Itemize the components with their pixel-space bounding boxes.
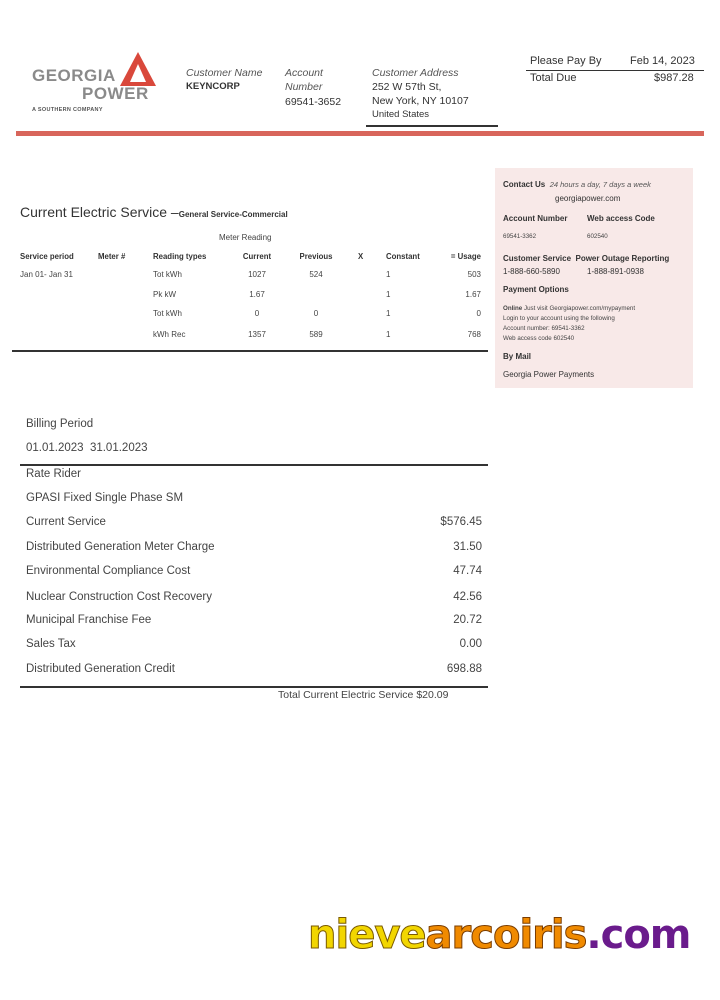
payment-options-label: Payment Options: [503, 285, 569, 294]
service-column-header: Previous: [299, 252, 333, 261]
service-cell-constant: 1: [386, 309, 391, 318]
website-link[interactable]: georgiapower.com: [555, 194, 621, 203]
account-label-2: Number: [285, 81, 323, 93]
service-cell-type: Pk kW: [153, 290, 177, 299]
service-subtitle: General Service-Commercial: [178, 210, 288, 219]
billing-item-amount: 20.72: [453, 614, 482, 626]
address-line2: New York, NY 10107: [372, 95, 469, 107]
watermark-part1: nieve: [308, 912, 426, 958]
service-cell-usage: 1.67: [465, 290, 481, 299]
contact-label: Contact Us: [503, 180, 546, 189]
service-column-header: = Usage: [450, 252, 481, 261]
service-cell-previous: 589: [309, 330, 323, 339]
billing-total-label: Total Current Electric Service: [278, 689, 414, 701]
online-line1: Just visit Georgiapower.com/mypayment: [524, 305, 636, 312]
mail-to: Georgia Power Payments: [503, 370, 595, 379]
billing-item-label: Nuclear Construction Cost Recovery: [26, 591, 212, 603]
service-column-header: Constant: [386, 252, 420, 261]
service-cell-usage: 0: [476, 309, 481, 318]
online-label: Online: [503, 305, 523, 312]
georgia-power-logo: [30, 52, 160, 116]
account-number: 69541-3652: [285, 96, 342, 108]
service-cell-type: Tot kWh: [153, 309, 182, 318]
address-line1: 252 W 57th St,: [372, 81, 442, 93]
service-column-header: Current: [242, 252, 272, 261]
logo-word-georgia: GEORGIA: [32, 66, 116, 85]
web-access-label: Web access Code: [587, 214, 655, 223]
account-label-1: Account: [285, 67, 323, 79]
outage-label: Power Outage Reporting: [575, 254, 670, 263]
billing-item-label: Sales Tax: [26, 638, 76, 650]
billing-item-amount: $576.45: [440, 516, 482, 528]
watermark: [308, 912, 690, 958]
service-cell-previous: 0: [313, 309, 319, 318]
billing-total-rule: [20, 686, 488, 688]
by-mail-label: By Mail: [503, 352, 532, 361]
header-red-rule: [16, 131, 704, 136]
total-due-label: Total Due: [530, 72, 577, 84]
contact-sidebar: [495, 168, 693, 388]
address-label: Customer Address: [372, 67, 459, 79]
customer-name-label: Customer Name: [186, 67, 263, 79]
billing-item-amount: 698.88: [446, 663, 482, 675]
service-column-header: Reading types: [153, 252, 207, 261]
address-line3: United States: [372, 109, 430, 120]
account-number-label: Account Number: [503, 214, 568, 223]
rate-rider-label: Rate Rider: [26, 468, 81, 480]
logo-triangle-icon: [116, 52, 156, 88]
service-title-main: Current Electric Service –: [20, 204, 179, 220]
online-line3: Account number: 69541-3362: [503, 325, 585, 332]
billing-period-rule: [20, 464, 488, 466]
watermark-part2: arcoiris: [425, 912, 587, 958]
online-line2: Login to your account using the following: [503, 315, 615, 322]
billing-total-amount: $20.09: [416, 689, 449, 701]
pay-by-date: Feb 14, 2023: [630, 55, 695, 67]
service-column-header: X: [358, 252, 364, 261]
billing-period: 01.01.2023 31.01.2023: [26, 442, 148, 454]
billing-item-label: Distributed Generation Meter Charge: [26, 541, 215, 553]
billing-period-label: Billing Period: [26, 418, 94, 430]
billing-item-amount: 0.00: [459, 638, 482, 650]
billing-item-label: Municipal Franchise Fee: [26, 614, 152, 626]
service-cell-current: 1027: [248, 270, 266, 279]
service-title: [20, 204, 288, 222]
service-cell-period: Jan 01- Jan 31: [20, 270, 73, 279]
watermark-part3: .com: [586, 912, 691, 958]
service-cell-previous: 524: [309, 270, 323, 279]
billing-item-label: Distributed Generation Credit: [26, 663, 175, 675]
service-heading: [503, 248, 669, 266]
service-cell-constant: 1: [386, 270, 391, 279]
customer-service-phone: 1-888-660-5890: [503, 267, 560, 276]
service-table-rule: [12, 350, 488, 352]
pay-by-divider: [526, 70, 704, 71]
service-cell-usage: 768: [467, 330, 481, 339]
service-column-header: Service period: [20, 252, 74, 261]
billing-item-label: Current Service: [26, 516, 106, 528]
online-payment-block: [503, 304, 689, 344]
pay-by-label: Please Pay By: [530, 55, 602, 67]
sidebar-account-number: 69541-3362: [503, 233, 537, 240]
service-cell-type: kWh Rec: [153, 330, 186, 339]
customer-name: KEYNCORP: [186, 81, 240, 92]
service-cell-usage: 503: [467, 270, 481, 279]
billing-item-label: Environmental Compliance Cost: [26, 565, 191, 577]
service-cell-type: Tot kWh: [153, 270, 182, 279]
logo-tagline: A SOUTHERN COMPANY: [32, 107, 103, 113]
customer-service-label: Customer Service: [503, 254, 572, 263]
service-column-header: Meter #: [98, 252, 126, 261]
contact-heading: [503, 174, 651, 192]
outage-phone: 1-888-891-0938: [587, 267, 644, 276]
total-due-amount: $987.28: [654, 72, 694, 84]
service-cell-constant: 1: [386, 290, 391, 299]
address-underline: [366, 125, 498, 127]
billing-item-amount: 31.50: [453, 541, 482, 553]
sidebar-web-access-code: 602540: [587, 233, 608, 240]
service-cell-current: 0: [254, 309, 260, 318]
online-line4: Web access code 602540: [503, 335, 575, 342]
meter-reading-label: Meter Reading: [219, 233, 272, 242]
rate-name: GPASI Fixed Single Phase SM: [26, 492, 184, 504]
service-cell-current: 1357: [248, 330, 266, 339]
service-cell-current: 1.67: [249, 290, 265, 299]
logo-word-power: POWER: [82, 84, 149, 103]
contact-hours: 24 hours a day, 7 days a week: [549, 180, 651, 189]
service-cell-constant: 1: [386, 330, 391, 339]
billing-item-amount: 42.56: [453, 591, 482, 603]
billing-item-amount: 47.74: [453, 565, 482, 577]
billing-total: [278, 689, 448, 701]
